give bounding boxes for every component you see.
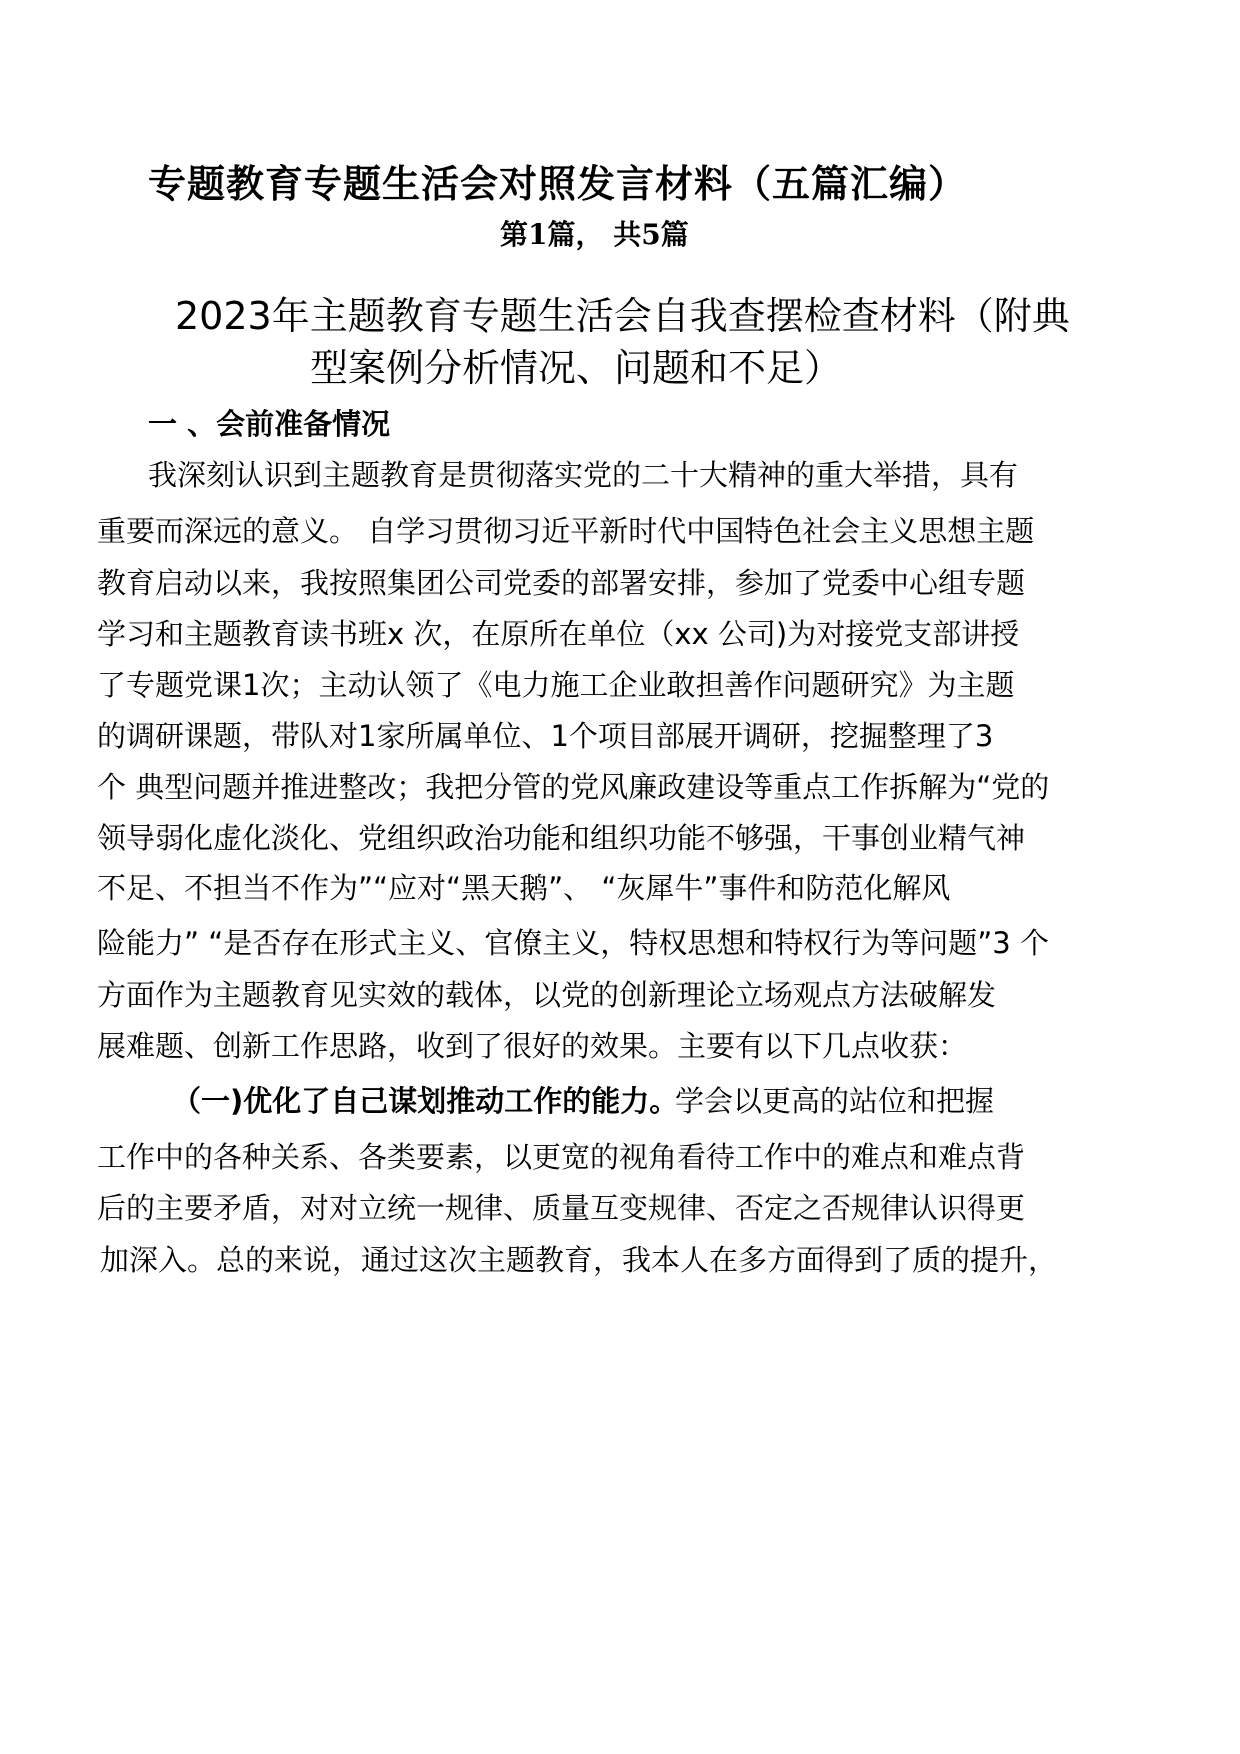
paragraph-line: 教育启动以来，我按照集团公司党委的部署安排，参加了党委中心组专题 xyxy=(97,566,1026,600)
paragraph-line: 不足、不担当不作为”“应对“黑天鹅”、 “灰犀牛”事件和防范化解风 xyxy=(97,871,951,905)
paragraph-line: 加深入。总的来说，通过这次主题教育，我本人在多方面得到了质的提升， xyxy=(100,1243,1058,1277)
paragraph-line: 学习和主题教育读书班x 次，在原所在单位（xx 公司)为对接党支部讲授 xyxy=(97,617,1020,651)
document-title: 专题教育专题生活会对照发言材料（五篇汇编） xyxy=(148,162,968,206)
paragraph-line: 我深刻认识到主题教育是贯彻落实党的二十大精神的重大举措，具有 xyxy=(148,458,1019,492)
subsection-heading: （一)优化了自己谋划推动工作的能力。 xyxy=(172,1084,679,1118)
paragraph-line: 重要而深远的意义。 自学习贯彻习近平新时代中国特色社会主义思想主题 xyxy=(97,514,1035,548)
paragraph-line: 险能力” “是否存在形式主义、官僚主义，特权思想和特权行为等问题”3 个 xyxy=(97,926,1049,960)
part-counter: 第1篇， 共5篇 xyxy=(500,218,689,251)
paragraph-line: 工作中的各种关系、各类要素，以更宽的视角看待工作中的难点和难点背 xyxy=(97,1140,1026,1174)
paragraph-line: 了专题党课1次；主动认领了《电力施工企业敢担善作问题研究》为主题 xyxy=(97,668,1015,702)
paragraph-line: 个 典型问题并推进整改；我把分管的党风廉政建设等重点工作拆解为“党的 xyxy=(97,770,1050,804)
paragraph-line: 后的主要矛盾，对对立统一规律、质量互变规律、否定之否规律认识得更 xyxy=(97,1191,1026,1225)
paragraph-line: 方面作为主题教育见实效的载体，以党的创新理论立场观点方法破解发 xyxy=(97,978,997,1012)
subtitle-line-1: 2023年主题教育专题生活会自我查摆检查材料（附典 xyxy=(175,294,1070,338)
paragraph-line: 领导弱化虚化淡化、党组织政治功能和组织功能不够强，干事创业精气神 xyxy=(97,821,1026,855)
paragraph-line: 的调研课题，带队对1家所属单位、1个项目部展开调研，挖掘整理了3 xyxy=(97,719,994,753)
paragraph-line: 学会以更高的站位和把握 xyxy=(675,1084,995,1118)
subtitle-line-2: 型案例分析情况、问题和不足） xyxy=(310,346,843,390)
section-heading: 一 、会前准备情况 xyxy=(148,407,391,441)
paragraph-line: 展难题、创新工作思路，收到了很好的效果。主要有以下几点收获： xyxy=(97,1029,968,1063)
